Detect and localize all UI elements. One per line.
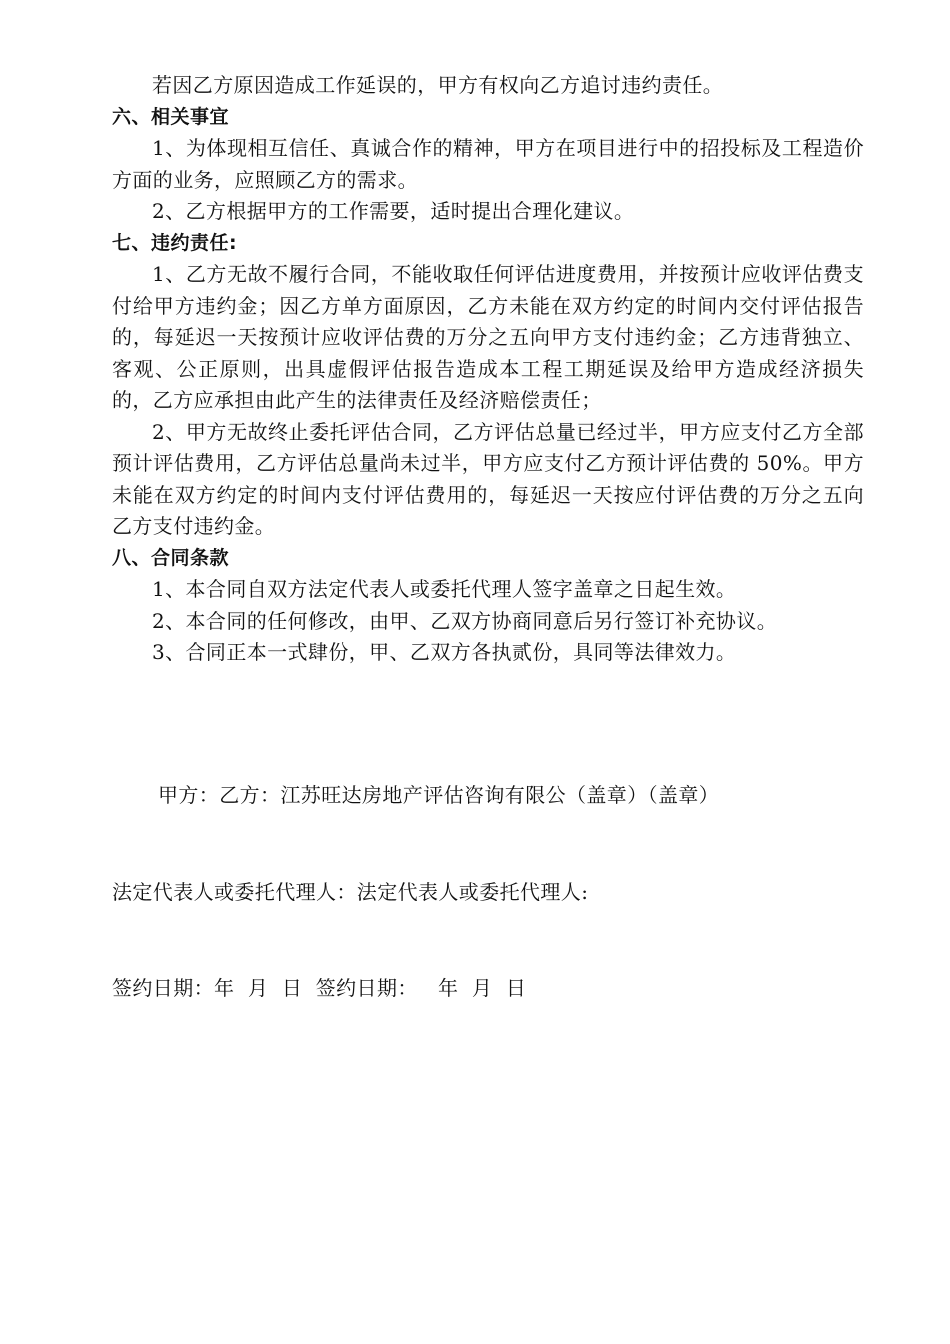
signature-date-line xyxy=(112,973,872,1003)
breach-liability-item-2: 2、甲方无故终止委托评估合同，乙方评估总量已经过半，甲方应支付乙方全部预计评估费用，乙方评估总量尚未过半，甲方应支付乙方预计评估费的 50%。甲方未能在双方约定的时间内支付评估费用的，每延迟一天按应付评估费的万分之五向乙方支付违约金。 xyxy=(112,419,864,538)
breach-liability-item-1: 1、乙方无故不履行合同，不能收取任何评估进度费用，并按预计应收评估费支付给甲方违约金；因乙方单方面原因，乙方未能在双方约定的时间内交付评估报告的，每延迟一天按预计应收评估费的万分之五向甲方支付违约金；乙方违背独立、客观、公正原则，出具虚假评估报告造成本工程工期延误及给甲方造成经济损失的，乙方应承担由此产生的法律责任及经济赔偿责任； xyxy=(112,262,864,412)
signature-date-text: 签约日期：年 月 日 签约日期： 年 月 日 xyxy=(112,976,527,1000)
clause-delay-liability: 若因乙方原因造成工作延误的，甲方有权向乙方追讨违约责任。 xyxy=(152,73,724,97)
signature-parties-line: 甲方：乙方：江苏旺达房地产评估咨询有限公（盖章）（盖章） xyxy=(158,783,720,807)
related-matters-item-2: 2、乙方根据甲方的工作需要，适时提出合理化建议。 xyxy=(152,199,635,223)
contract-terms-item-3: 3、合同正本一式肆份，甲、乙双方各执贰份，具同等法律效力。 xyxy=(152,640,737,664)
section-heading-contract-terms: 八、合同条款 xyxy=(112,546,230,569)
signature-representatives-line: 法定代表人或委托代理人：法定代表人或委托代理人: xyxy=(112,880,589,904)
section-heading-related-matters: 六、相关事宜 xyxy=(112,105,230,128)
section-heading-breach-liability: 七、违约责任: xyxy=(112,231,238,254)
contract-terms-item-2: 2、本合同的任何修改，由甲、乙双方协商同意后另行签订补充协议。 xyxy=(152,608,778,633)
related-matters-item-1: 1、为体现相互信任、真诚合作的精神，甲方在项目进行中的招投标及工程造价方面的业务，应照顾乙方的需求。 xyxy=(112,136,864,192)
contract-body xyxy=(112,70,864,669)
contract-terms-item-1: 1、本合同自双方法定代表人或委托代理人签字盖章之日起生效。 xyxy=(152,577,737,601)
